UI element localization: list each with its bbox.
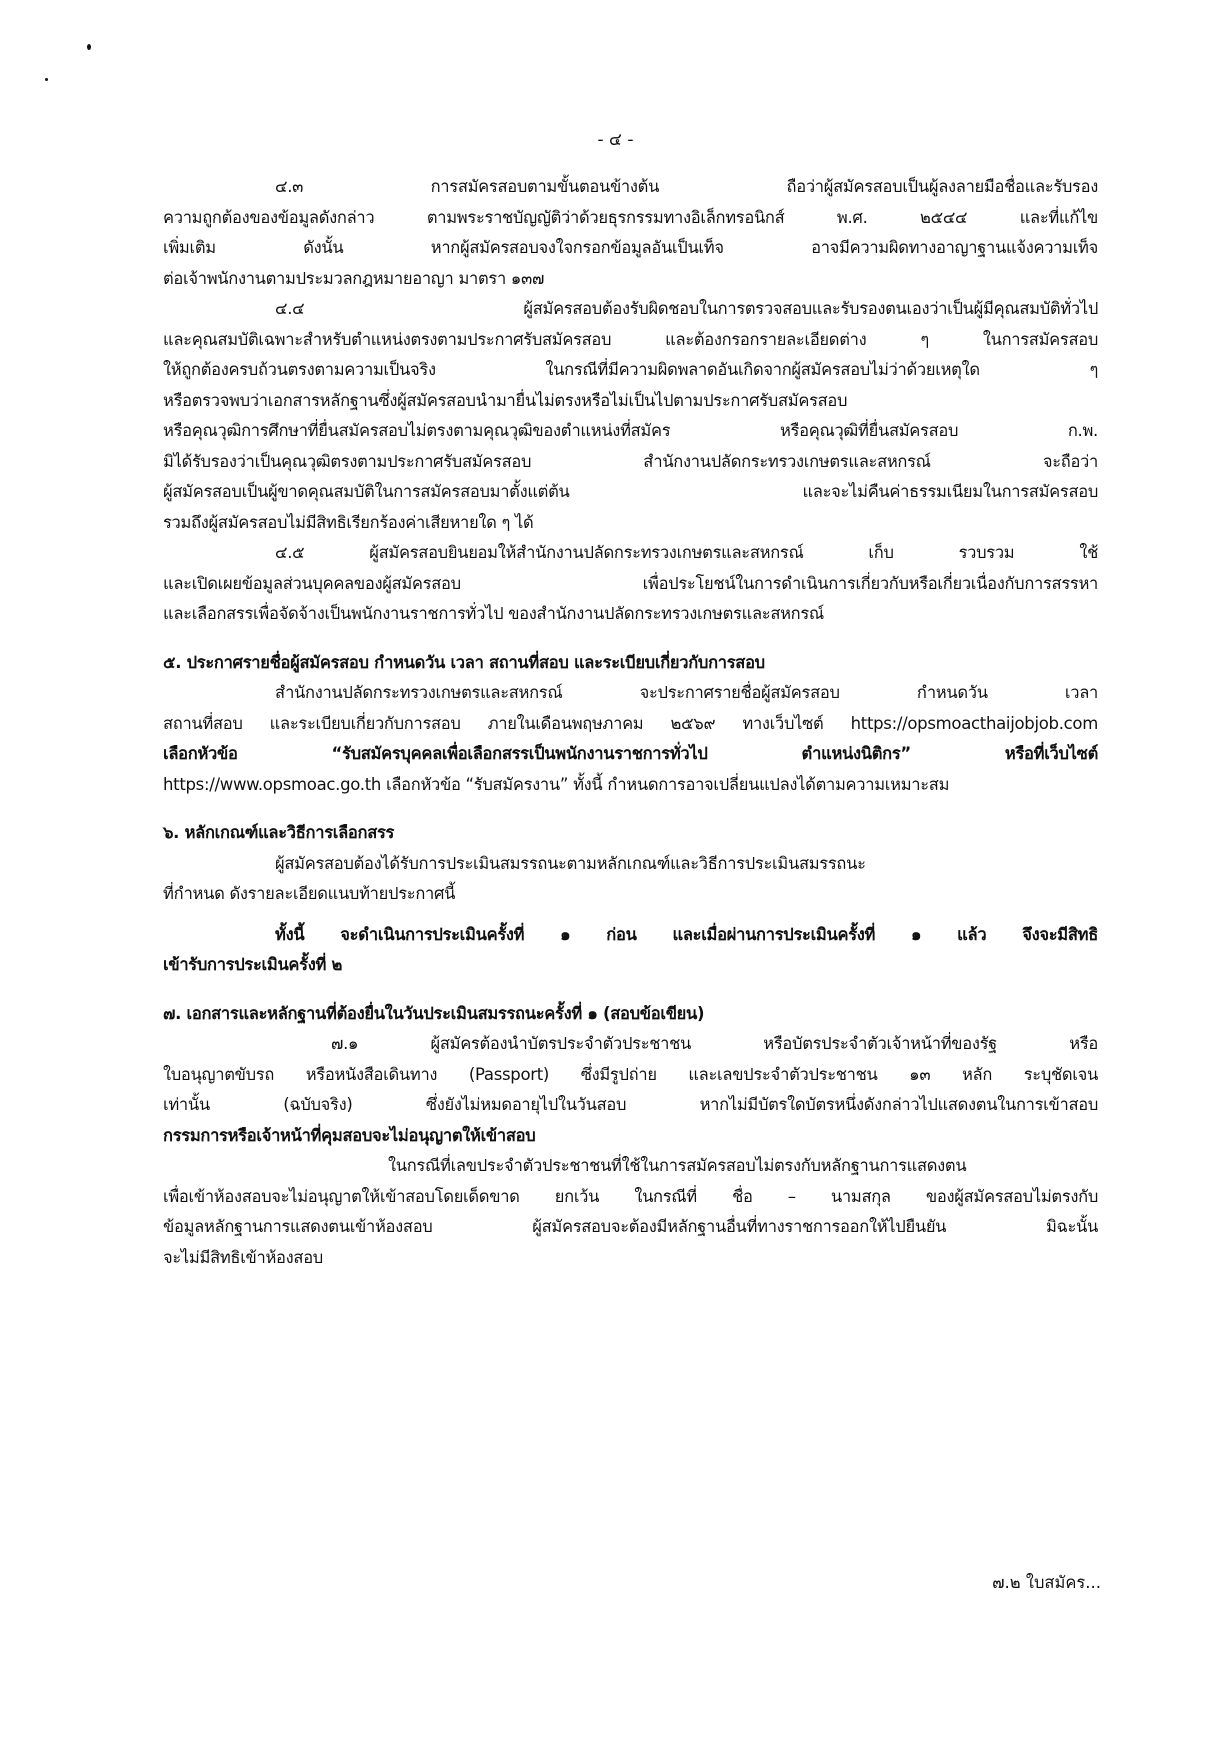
paragraph-line: ต่อเจ้าพนักงานตามประมวลกฎหมายอาญา มาตรา ๑๓๗ — [163, 268, 545, 288]
paragraph-line: และคุณสมบัติเฉพาะสำหรับตำแหน่งตรงตามประกาศรับสมัครสอบ และต้องกรอกรายละเอียดต่าง ๆ ในการสมัครสอบ — [163, 329, 1098, 349]
paragraph-line: ๔.๕ ผู้สมัครสอบยินยอมให้สำนักงานปลัดกระทรวงเกษตรและสหกรณ์ เก็บ รวบรวม ใช้ — [275, 543, 1098, 562]
paragraph-line: ที่กำหนด ดังรายละเอียดแนบท้ายประกาศนี้ — [163, 884, 456, 903]
section-heading: ๗. เอกสารและหลักฐานที่ต้องยื่นในวันประเมินสมรรถนะครั้งที่ ๑ (สอบข้อเขียน) — [163, 1003, 705, 1023]
section-6 — [163, 818, 1098, 981]
paragraph-line: ทั้งนี้ จะดำเนินการประเมินครั้งที่ ๑ ก่อน และเมื่อผ่านการประเมินครั้งที่ ๑ แล้ว จึงจะมีสิทธิ — [275, 924, 1098, 944]
paragraph-line: เพิ่มเติม ดังนั้น หากผู้สมัครสอบจงใจกรอกข้อมูลอันเป็นเท็จ อาจมีความผิดทางอาญาฐานแจ้งความเท็จ — [163, 238, 1098, 257]
section-7 — [163, 999, 1098, 1274]
section-heading: ๕. ประกาศรายชื่อผู้สมัครสอบ กำหนดวัน เวลา สถานที่สอบ และระเบียบเกี่ยวกับการสอบ — [163, 652, 765, 672]
paragraph-line: หรือคุณวุฒิการศึกษาที่ยื่นสมัครสอบไม่ตรงตามคุณวุฒิของตำแหน่งที่สมัคร หรือคุณวุฒิที่ยื่นสมัครสอบ ก.พ. — [163, 421, 1098, 440]
paragraph-line: ให้ถูกต้องครบถ้วนตรงตามความเป็นจริง ในกรณีที่มีความผิดพลาดอันเกิดจากผู้สมัครสอบไม่ว่าด้วยเหตุใด ๆ — [163, 360, 1098, 379]
document-body — [163, 172, 1098, 1273]
paragraph-line: กรรมการหรือเจ้าหน้าที่คุมสอบจะไม่อนุญาตให้เข้าสอบ — [163, 1125, 536, 1145]
section-4-3 — [163, 172, 1098, 294]
section-heading: ๖. หลักเกณฑ์และวิธีการเลือกสรร — [163, 823, 395, 842]
paragraph-line: สถานที่สอบ และระเบียบเกี่ยวกับการสอบ ภายในเดือนพฤษภาคม ๒๕๖๙ ทางเว็บไซต์ https://opsmoacthaijobjob.com — [163, 713, 1098, 733]
paragraph-line: เพื่อเข้าห้องสอบจะไม่อนุญาตให้เข้าสอบโดยเด็ดขาด ยกเว้น ในกรณีที่ ชื่อ – นามสกุล ของผู้สมัครสอบไม่ตรงกับ — [163, 1186, 1098, 1206]
paragraph-line: ความถูกต้องของข้อมูลดังกล่าว ตามพระราชบัญญัติว่าด้วยธุรกรรมทางอิเล็กทรอนิกส์ พ.ศ. ๒๕๔๔ และที่แก้ไข — [163, 207, 1098, 227]
paragraph-line: และเปิดเผยข้อมูลส่วนบุคคลของผู้สมัครสอบ เพื่อประโยชน์ในการดำเนินการเกี่ยวกับหรือเกี่ยวเนื่องกับการสรรหา — [163, 573, 1098, 593]
paragraph-line: ในกรณีที่เลขประจำตัวประชาชนที่ใช้ในการสมัครสอบไม่ตรงกับหลักฐานการแสดงตน — [388, 1156, 967, 1175]
paragraph-line: รวมถึงผู้สมัครสอบไม่มีสิทธิเรียกร้องค่าเสียหายใด ๆ ได้ — [163, 512, 534, 532]
paragraph-line: ผู้สมัครสอบเป็นผู้ขาดคุณสมบัติในการสมัครสอบมาตั้งแต่ต้น และจะไม่คืนค่าธรรมเนียมในการสมัครสอบ — [163, 482, 1098, 501]
paragraph-line: ข้อมูลหลักฐานการแสดงตนเข้าห้องสอบ ผู้สมัครสอบจะต้องมีหลักฐานอื่นที่ทางราชการออกให้ไปยืนยัน มิฉะนั้น — [163, 1217, 1098, 1236]
paragraph-line: จะไม่มีสิทธิเข้าห้องสอบ — [163, 1247, 323, 1267]
page-number: - ๔ - — [597, 130, 634, 150]
paragraph-line: เท่านั้น (ฉบับจริง) ซึ่งยังไม่หมดอายุไปในวันสอบ หากไม่มีบัตรใดบัตรหนึ่งดังกล่าวไปแสดงตนในการเข้าสอบ — [163, 1095, 1098, 1114]
next-page-marker: ๗.๒ ใบสมัคร... — [992, 1573, 1101, 1592]
paragraph-line: ๗.๑ ผู้สมัครต้องนำบัตรประจำตัวประชาชน หรือบัตรประจำตัวเจ้าหน้าที่ของรัฐ หรือ — [331, 1034, 1098, 1053]
paragraph-line: มิได้รับรองว่าเป็นคุณวุฒิตรงตามประกาศรับสมัครสอบ สำนักงานปลัดกระทรวงเกษตรและสหกรณ์ จะถือว่า — [163, 451, 1098, 471]
paragraph-line: ผู้สมัครสอบต้องได้รับการประเมินสมรรถนะตามหลักเกณฑ์และวิธีการประเมินสมรรถนะ — [275, 853, 866, 873]
section-4-4 — [163, 294, 1098, 538]
paragraph-line: และเลือกสรรเพื่อจัดจ้างเป็นพนักงานราชการทั่วไป ของสำนักงานปลัดกระทรวงเกษตรและสหกรณ์ — [163, 604, 824, 623]
paragraph-line: สำนักงานปลัดกระทรวงเกษตรและสหกรณ์ จะประกาศรายชื่อผู้สมัครสอบ กำหนดวัน เวลา — [275, 683, 1098, 702]
scan-speck — [87, 44, 91, 50]
paragraph-line: ๔.๔ ผู้สมัครสอบต้องรับผิดชอบในการตรวจสอบและรับรองตนเองว่าเป็นผู้มีคุณสมบัติทั่วไป — [275, 299, 1098, 318]
paragraph-line: https://www.opsmoac.go.th เลือกหัวข้อ “รับสมัครงาน” ทั้งนี้ กำหนดการอาจเปลี่ยนแปลงได้ตามความเหมาะสม — [163, 774, 950, 794]
paragraph-line: ๔.๓ การสมัครสอบตามขั้นตอนข้างต้น ถือว่าผู้สมัครสอบเป็นผู้ลงลายมือชื่อและรับรอง — [275, 177, 1098, 196]
paragraph-line: เข้ารับการประเมินครั้งที่ ๒ — [163, 955, 343, 974]
paragraph-line: หรือตรวจพบว่าเอกสารหลักฐานซึ่งผู้สมัครสอบนำมายื่นไม่ตรงหรือไม่เป็นไปตามประกาศรับสมัครสอบ — [163, 390, 848, 410]
scan-speck — [45, 78, 48, 81]
paragraph-line: เลือกหัวข้อ “รับสมัครบุคคลเพื่อเลือกสรรเป็นพนักงานราชการทั่วไป ตำแหน่งนิติกร” หรือที่เว็บไซต์ — [163, 744, 1098, 763]
section-5 — [163, 648, 1098, 801]
paragraph-line: ใบอนุญาตขับรถ หรือหนังสือเดินทาง (Passport) ซึ่งมีรูปถ่าย และเลขประจำตัวประชาชน ๑๓ หลัก ระบุชัดเจน — [163, 1064, 1098, 1084]
section-4-5 — [163, 538, 1098, 630]
